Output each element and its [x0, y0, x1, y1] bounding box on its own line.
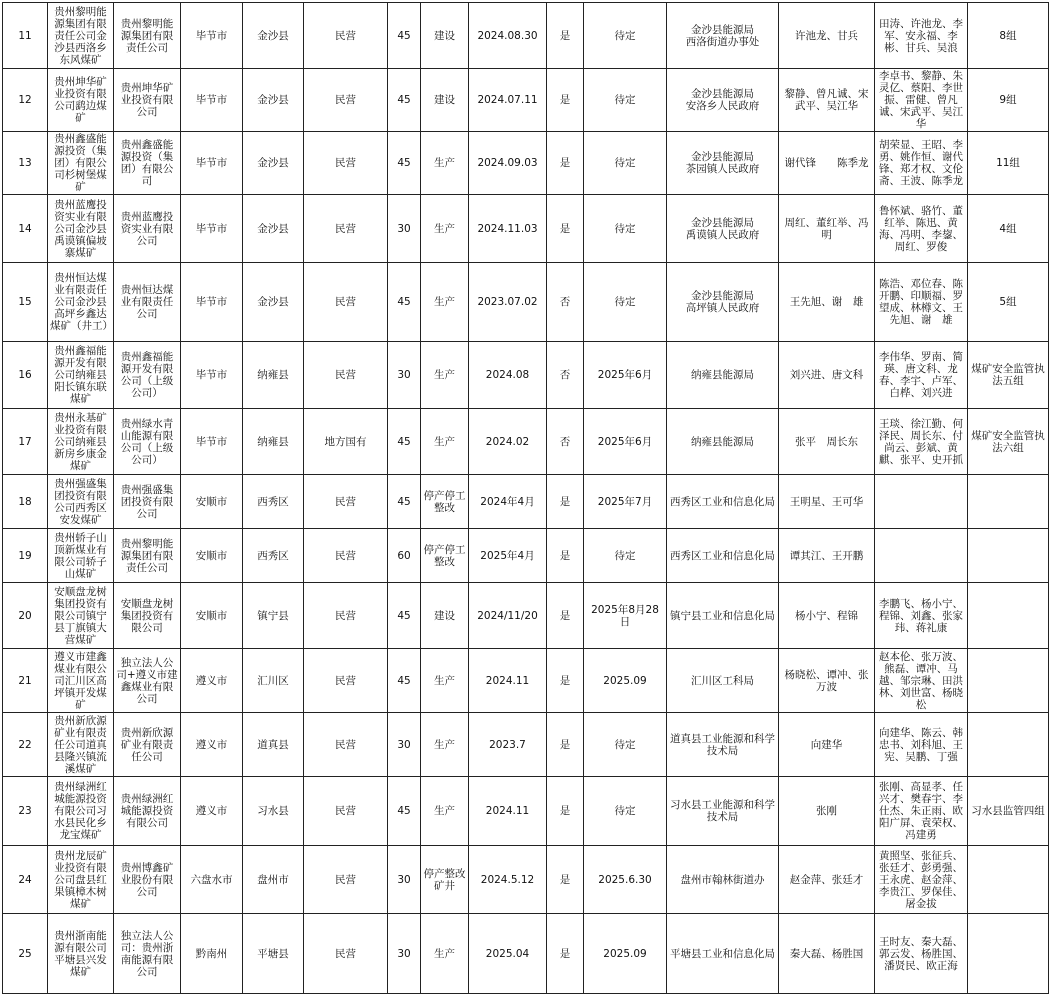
mine-status-cell: 生产: [421, 649, 469, 713]
ownership-cell: 民营: [304, 263, 388, 342]
flag-cell: 是: [547, 475, 584, 529]
group-name-cell: 8组: [968, 3, 1049, 69]
group-members-cell: 李卓书、黎静、朱灵亿、蔡阳、李世振、雷健、曾凡诚、宋武平、吴江华: [875, 69, 968, 132]
capacity-cell: 30: [388, 846, 421, 914]
table-row: [3, 132, 1049, 195]
capacity-cell: 45: [388, 132, 421, 195]
capacity-cell: 45: [388, 69, 421, 132]
authority-cell: 盘州市翰林街道办: [667, 846, 779, 914]
county-cell: 金沙县: [243, 132, 304, 195]
flag-cell: 是: [547, 583, 584, 649]
group-members-cell: 王琰、徐江勤、何泽民、周长东、付尚云、彭斌、黄麒、张平、史开抓: [875, 409, 968, 475]
ownership-cell: 民营: [304, 195, 388, 263]
table-row: [3, 342, 1049, 409]
group-members-cell: [875, 529, 968, 583]
ownership-cell: 民营: [304, 777, 388, 846]
table-row: [3, 777, 1049, 846]
mine-status-cell: 建设: [421, 583, 469, 649]
county-cell: 汇川区: [243, 649, 304, 713]
group-name-cell: 9组: [968, 69, 1049, 132]
group-members-cell: 向建华、陈云、韩忠书、刘科旭、王宪、吴鹏、丁强: [875, 713, 968, 777]
group-name-cell: 4组: [968, 195, 1049, 263]
check-date-cell: 2024.5.12: [469, 846, 547, 914]
responsible-persons-cell: 谭其江、王开鹏: [779, 529, 875, 583]
row-number-cell: 25: [3, 914, 48, 994]
flag-cell: 是: [547, 529, 584, 583]
check-date-cell: 2024.08: [469, 342, 547, 409]
ownership-cell: 民营: [304, 529, 388, 583]
row-number-cell: 21: [3, 649, 48, 713]
parent-company-cell: 贵州黎明能源集团有限责任公司: [114, 529, 181, 583]
group-name-cell: 煤矿安全监管执法六组: [968, 409, 1049, 475]
responsible-persons-cell: 谢代锋 陈季龙: [779, 132, 875, 195]
deadline-cell: 待定: [584, 529, 667, 583]
flag-cell: 是: [547, 132, 584, 195]
parent-company-cell: 安顺盘龙树集团投资有限公司: [114, 583, 181, 649]
group-name-cell: [968, 846, 1049, 914]
table-row: [3, 914, 1049, 994]
group-name-cell: [968, 475, 1049, 529]
group-name-cell: [968, 649, 1049, 713]
county-cell: 纳雍县: [243, 409, 304, 475]
group-members-cell: 张刚、高显孝、任兴才、樊春宇、李仕杰、朱正雨、欧阳广屏、袁荣权、冯建勇: [875, 777, 968, 846]
responsible-persons-cell: 秦大磊、杨胜国: [779, 914, 875, 994]
mine-status-cell: 建设: [421, 69, 469, 132]
ownership-cell: 民营: [304, 3, 388, 69]
group-members-cell: 田涛、许池龙、李军、安永福、李彬、甘兵、吴浪: [875, 3, 968, 69]
flag-cell: 是: [547, 3, 584, 69]
county-cell: 金沙县: [243, 195, 304, 263]
mine-name-cell: 贵州鑫福能源开发有限公司纳雍县阳长镇东联煤矿: [48, 342, 114, 409]
city-cell: 毕节市: [181, 69, 243, 132]
group-name-cell: 习水县监管四组: [968, 777, 1049, 846]
mine-status-cell: 生产: [421, 409, 469, 475]
check-date-cell: 2024.11.03: [469, 195, 547, 263]
city-cell: 毕节市: [181, 195, 243, 263]
authority-cell: 金沙县能源局 高坪镇人民政府: [667, 263, 779, 342]
check-date-cell: 2024.08.30: [469, 3, 547, 69]
deadline-cell: 2025.6.30: [584, 846, 667, 914]
check-date-cell: 2024.11: [469, 777, 547, 846]
ownership-cell: 民营: [304, 475, 388, 529]
flag-cell: 是: [547, 649, 584, 713]
ownership-cell: 民营: [304, 69, 388, 132]
capacity-cell: 60: [388, 529, 421, 583]
county-cell: 平塘县: [243, 914, 304, 994]
responsible-persons-cell: 向建华: [779, 713, 875, 777]
mine-name-cell: 贵州蓝鹰投资实业有限公司金沙县禹谟镇偏坡寨煤矿: [48, 195, 114, 263]
table-row: [3, 3, 1049, 69]
mine-name-cell: 贵州黎明能源集团有限责任公司金沙县西洛乡东风煤矿: [48, 3, 114, 69]
check-date-cell: 2024.09.03: [469, 132, 547, 195]
group-name-cell: 煤矿安全监管执法五组: [968, 342, 1049, 409]
table-row: [3, 649, 1049, 713]
parent-company-cell: 贵州坤华矿业投资有限公司: [114, 69, 181, 132]
city-cell: 黔南州: [181, 914, 243, 994]
mine-status-cell: 停产停工整改: [421, 475, 469, 529]
capacity-cell: 45: [388, 263, 421, 342]
deadline-cell: 2025年6月: [584, 409, 667, 475]
authority-cell: 金沙县能源局 西洛街道办事处: [667, 3, 779, 69]
deadline-cell: 2025年6月: [584, 342, 667, 409]
capacity-cell: 45: [388, 777, 421, 846]
capacity-cell: 45: [388, 3, 421, 69]
parent-company-cell: 贵州恒达煤业有限责任公司: [114, 263, 181, 342]
responsible-persons-cell: 周红、董红举、冯明: [779, 195, 875, 263]
mine-name-cell: 安顺盘龙树集团投资有限公司镇宁县丁旗镇大营煤矿: [48, 583, 114, 649]
mine-status-cell: 生产: [421, 777, 469, 846]
group-members-cell: 黄照坚、张征兵、张廷才、彭勇强、王永虎、赵金萍、李贵江、罗保佳、屠金拔: [875, 846, 968, 914]
group-members-cell: 李伟华、罗南、简瑛、唐文科、龙春、李宇、卢军、白桦、刘兴进: [875, 342, 968, 409]
city-cell: 安顺市: [181, 583, 243, 649]
city-cell: 遵义市: [181, 649, 243, 713]
parent-company-cell: 贵州蓝鹰投资实业有限公司: [114, 195, 181, 263]
parent-company-cell: 贵州强盛集团投资有限公司: [114, 475, 181, 529]
county-cell: 习水县: [243, 777, 304, 846]
mine-status-cell: 生产: [421, 263, 469, 342]
parent-company-cell: 独立法人公司：贵州浙南能源有限公司: [114, 914, 181, 994]
table-row: [3, 529, 1049, 583]
deadline-cell: 2025年7月: [584, 475, 667, 529]
check-date-cell: 2024.07.11: [469, 69, 547, 132]
group-members-cell: [875, 475, 968, 529]
mine-name-cell: 贵州恒达煤业有限责任公司金沙县高坪乡鑫达煤矿（井工）: [48, 263, 114, 342]
group-name-cell: 11组: [968, 132, 1049, 195]
authority-cell: 纳雍县能源局: [667, 409, 779, 475]
capacity-cell: 45: [388, 475, 421, 529]
county-cell: 金沙县: [243, 69, 304, 132]
authority-cell: 西秀区工业和信息化局: [667, 475, 779, 529]
mine-status-cell: 生产: [421, 713, 469, 777]
responsible-persons-cell: 许池龙、甘兵: [779, 3, 875, 69]
flag-cell: 是: [547, 846, 584, 914]
mine-status-cell: 停产停工整改: [421, 529, 469, 583]
flag-cell: 否: [547, 409, 584, 475]
county-cell: 金沙县: [243, 263, 304, 342]
capacity-cell: 45: [388, 583, 421, 649]
authority-cell: 纳雍县能源局: [667, 342, 779, 409]
responsible-persons-cell: 王明星、王可华: [779, 475, 875, 529]
check-date-cell: 2024.11: [469, 649, 547, 713]
mine-name-cell: 贵州坤华矿业投资有限公司鹞边煤矿: [48, 69, 114, 132]
table-row: [3, 583, 1049, 649]
county-cell: 西秀区: [243, 529, 304, 583]
city-cell: 六盘水市: [181, 846, 243, 914]
responsible-persons-cell: 刘兴进、唐文科: [779, 342, 875, 409]
row-number-cell: 19: [3, 529, 48, 583]
mine-name-cell: 贵州鑫盛能源投资（集团）有限公司杉树堡煤矿: [48, 132, 114, 195]
ownership-cell: 民营: [304, 132, 388, 195]
check-date-cell: 2024年4月: [469, 475, 547, 529]
authority-cell: 金沙县能源局 安洛乡人民政府: [667, 69, 779, 132]
mine-status-cell: 建设: [421, 3, 469, 69]
flag-cell: 否: [547, 263, 584, 342]
deadline-cell: 2025年8月28日: [584, 583, 667, 649]
mine-name-cell: 贵州龙辰矿业投资有限公司盘县红果镇樟木树煤矿: [48, 846, 114, 914]
group-name-cell: 5组: [968, 263, 1049, 342]
row-number-cell: 15: [3, 263, 48, 342]
capacity-cell: 30: [388, 914, 421, 994]
ownership-cell: 民营: [304, 846, 388, 914]
parent-company-cell: 贵州黎明能源集团有限责任公司: [114, 3, 181, 69]
deadline-cell: 待定: [584, 3, 667, 69]
responsible-persons-cell: 王先旭、谢 雄: [779, 263, 875, 342]
group-name-cell: [968, 713, 1049, 777]
mine-name-cell: 贵州新欣源矿业有限责任公司道真县隆兴镇流溪煤矿: [48, 713, 114, 777]
authority-cell: 金沙县能源局 茶园镇人民政府: [667, 132, 779, 195]
row-number-cell: 12: [3, 69, 48, 132]
city-cell: 毕节市: [181, 3, 243, 69]
flag-cell: 是: [547, 195, 584, 263]
authority-cell: 汇川区工科局: [667, 649, 779, 713]
parent-company-cell: 贵州新欣源矿业有限责任公司: [114, 713, 181, 777]
flag-cell: 否: [547, 342, 584, 409]
deadline-cell: 待定: [584, 69, 667, 132]
capacity-cell: 30: [388, 195, 421, 263]
coal-mine-table: [2, 2, 1049, 994]
row-number-cell: 23: [3, 777, 48, 846]
mine-name-cell: 遵义市建鑫煤业有限公司汇川区高坪镇开发煤矿: [48, 649, 114, 713]
row-number-cell: 14: [3, 195, 48, 263]
city-cell: 遵义市: [181, 713, 243, 777]
authority-cell: 西秀区工业和信息化局: [667, 529, 779, 583]
responsible-persons-cell: 杨小宁、程锦: [779, 583, 875, 649]
table-row: [3, 195, 1049, 263]
capacity-cell: 30: [388, 713, 421, 777]
ownership-cell: 民营: [304, 713, 388, 777]
group-members-cell: 赵本伦、张万波、熊磊、谭冲、马越、邹宗琳、田洪林、刘世富、杨晓松: [875, 649, 968, 713]
flag-cell: 是: [547, 777, 584, 846]
row-number-cell: 18: [3, 475, 48, 529]
city-cell: 安顺市: [181, 475, 243, 529]
group-members-cell: 鲁怀斌、骆竹、董红举、陈迅、黄海、冯明、李鋆、周红、罗俊: [875, 195, 968, 263]
mine-status-cell: 生产: [421, 914, 469, 994]
authority-cell: 镇宁县工业和信息化局: [667, 583, 779, 649]
deadline-cell: 待定: [584, 777, 667, 846]
mine-status-cell: 生产: [421, 342, 469, 409]
city-cell: 毕节市: [181, 132, 243, 195]
parent-company-cell: 贵州绿洲红城能源投资有限公司: [114, 777, 181, 846]
check-date-cell: 2024/11/20: [469, 583, 547, 649]
city-cell: 毕节市: [181, 263, 243, 342]
mine-name-cell: 贵州绿洲红城能源投资有限公司习水县民化乡龙宝煤矿: [48, 777, 114, 846]
mine-name-cell: 贵州永基矿业投资有限公司纳雍县新房乡康金煤矿: [48, 409, 114, 475]
check-date-cell: 2023.7: [469, 713, 547, 777]
group-members-cell: 王时友、秦大磊、郭云发、杨胜国、潘贤民、欧正海: [875, 914, 968, 994]
deadline-cell: 2025.09: [584, 649, 667, 713]
group-members-cell: 李鹏飞、杨小宁、程锦、刘鑫、张家玮、蒋礼康: [875, 583, 968, 649]
county-cell: 纳雍县: [243, 342, 304, 409]
responsible-persons-cell: 黎静、曾凡诚、宋武平、吴江华: [779, 69, 875, 132]
county-cell: 金沙县: [243, 3, 304, 69]
group-name-cell: [968, 583, 1049, 649]
responsible-persons-cell: 杨晓松、谭冲、张万波: [779, 649, 875, 713]
responsible-persons-cell: 赵金萍、张廷才: [779, 846, 875, 914]
city-cell: 毕节市: [181, 342, 243, 409]
city-cell: 毕节市: [181, 409, 243, 475]
row-number-cell: 24: [3, 846, 48, 914]
deadline-cell: 待定: [584, 263, 667, 342]
parent-company-cell: 贵州博鑫矿业股份有限公司: [114, 846, 181, 914]
authority-cell: 金沙县能源局 禹谟镇人民政府: [667, 195, 779, 263]
row-number-cell: 16: [3, 342, 48, 409]
table-row: [3, 69, 1049, 132]
ownership-cell: 民营: [304, 914, 388, 994]
mine-status-cell: 生产: [421, 195, 469, 263]
group-members-cell: 陈浩、邓位春、陈开鹏、印顺福、罗望成、林樽文、王先旭、谢 雄: [875, 263, 968, 342]
table-row: [3, 263, 1049, 342]
deadline-cell: 待定: [584, 132, 667, 195]
group-members-cell: 胡荣显、王昭、李勇、姚作恒、谢代锋、郑才权、文伦斋、王波、陈季龙: [875, 132, 968, 195]
authority-cell: 道真县工业能源和科学技术局: [667, 713, 779, 777]
flag-cell: 是: [547, 914, 584, 994]
row-number-cell: 13: [3, 132, 48, 195]
mine-name-cell: 贵州浙南能源有限公司平塘县兴发煤矿: [48, 914, 114, 994]
row-number-cell: 17: [3, 409, 48, 475]
check-date-cell: 2024.02: [469, 409, 547, 475]
check-date-cell: 2023.07.02: [469, 263, 547, 342]
responsible-persons-cell: 张平 周长东: [779, 409, 875, 475]
county-cell: 西秀区: [243, 475, 304, 529]
check-date-cell: 2025年4月: [469, 529, 547, 583]
table-row: [3, 713, 1049, 777]
flag-cell: 是: [547, 69, 584, 132]
parent-company-cell: 贵州鑫福能源开发有限公司（上级公司）: [114, 342, 181, 409]
ownership-cell: 民营: [304, 583, 388, 649]
parent-company-cell: 独立法人公司+遵义市建鑫煤业有限公司: [114, 649, 181, 713]
capacity-cell: 30: [388, 342, 421, 409]
mine-status-cell: 生产: [421, 132, 469, 195]
county-cell: 道真县: [243, 713, 304, 777]
row-number-cell: 22: [3, 713, 48, 777]
row-number-cell: 20: [3, 583, 48, 649]
capacity-cell: 45: [388, 409, 421, 475]
check-date-cell: 2025.04: [469, 914, 547, 994]
deadline-cell: 待定: [584, 713, 667, 777]
table-row: [3, 409, 1049, 475]
city-cell: 遵义市: [181, 777, 243, 846]
group-name-cell: [968, 529, 1049, 583]
parent-company-cell: 贵州绿水青山能源有限公司（上级公司）: [114, 409, 181, 475]
deadline-cell: 2025.09: [584, 914, 667, 994]
responsible-persons-cell: 张刚: [779, 777, 875, 846]
ownership-cell: 民营: [304, 649, 388, 713]
flag-cell: 是: [547, 713, 584, 777]
ownership-cell: 地方国有: [304, 409, 388, 475]
table-row: [3, 846, 1049, 914]
parent-company-cell: 贵州鑫盛能源投资（集团）有限公司: [114, 132, 181, 195]
county-cell: 盘州市: [243, 846, 304, 914]
ownership-cell: 民营: [304, 342, 388, 409]
authority-cell: 习水县工业能源和科学技术局: [667, 777, 779, 846]
city-cell: 安顺市: [181, 529, 243, 583]
authority-cell: 平塘县工业和信息化局: [667, 914, 779, 994]
deadline-cell: 待定: [584, 195, 667, 263]
mine-name-cell: 贵州强盛集团投资有限公司西秀区安发煤矿: [48, 475, 114, 529]
county-cell: 镇宁县: [243, 583, 304, 649]
group-name-cell: [968, 914, 1049, 994]
row-number-cell: 11: [3, 3, 48, 69]
table-row: [3, 475, 1049, 529]
mine-name-cell: 贵州轿子山顶新煤业有限公司轿子山煤矿: [48, 529, 114, 583]
capacity-cell: 45: [388, 649, 421, 713]
mine-status-cell: 停产整改矿井: [421, 846, 469, 914]
